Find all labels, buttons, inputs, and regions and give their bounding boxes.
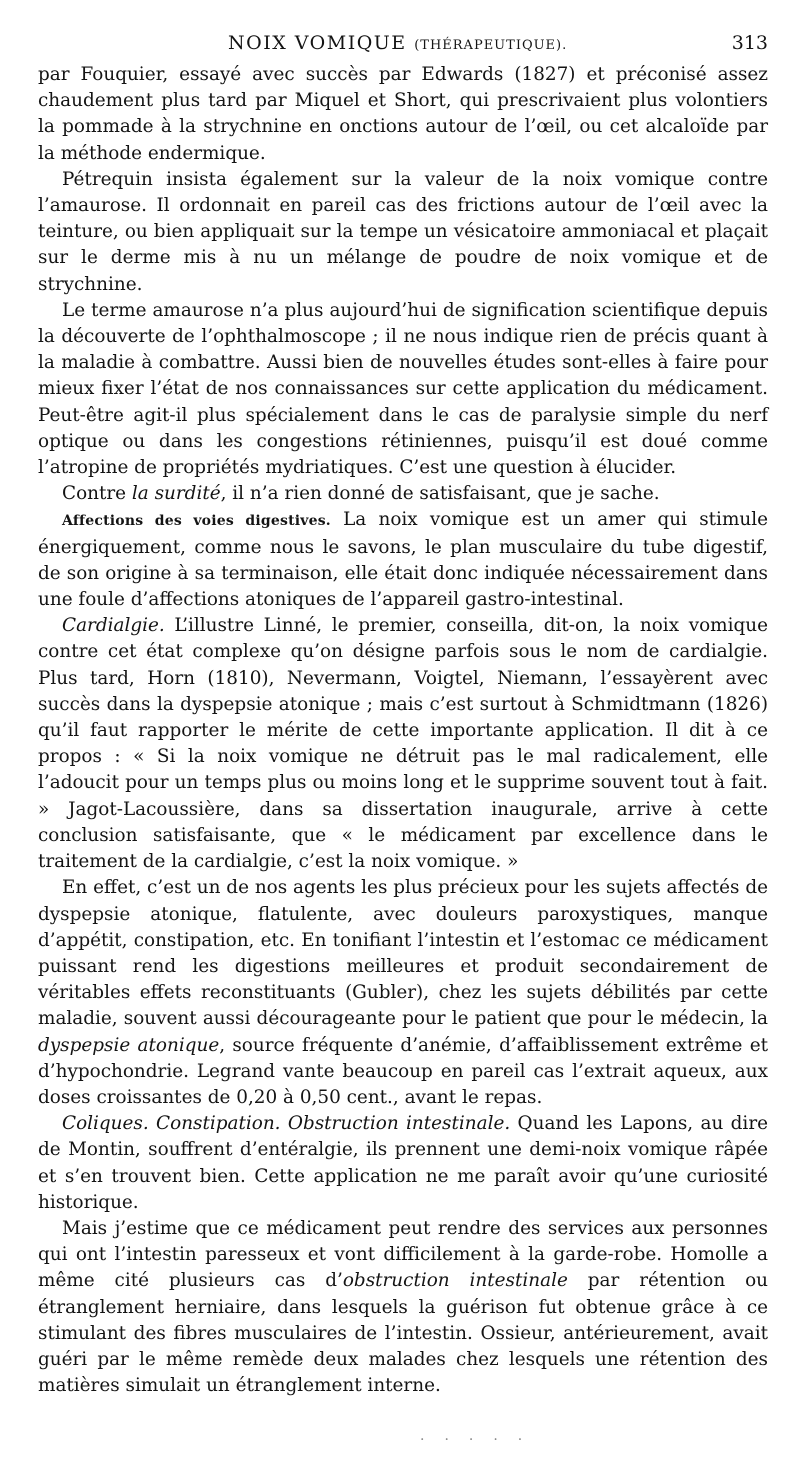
section-heading-voies-digestives: Affections des voies digestives. — [62, 513, 331, 530]
paragraph-voies-digestives: Affections des voies digestives. La noix vomique est un amer qui stimule énergiquement, comme nous le savons, le plan musculaire du tube digestif, de son origine à sa terminaison, elle était donc indiquée nécessairement dans une foule d’affections atoniques de l’appareil gastro-intestinal. — [38, 509, 768, 611]
paragraph-obstruction: Mais j’estime que ce médicament peut rendre des services aux personnes qui ont l’intestin paresseux et vont difficilement à la garde-robe. Homolle a même cité plusieurs cas d’obstruction intestinale par rétention ou étranglement herniaire, dans lesquels la guérison fut obtenue grâce à ce stimulant des fibres musculaires de l’intestin. Ossieur, antérieurement, avait guéri par le même remède deux malades chez lesquels une rétention des matières simulait un étranglement interne. — [38, 1217, 768, 1397]
page-number: 313 — [731, 32, 768, 54]
body-text — [38, 62, 768, 1399]
emphasis-dyspepsie-atonique: dyspepsie atonique — [38, 1034, 220, 1056]
paragraph-continuation: par Fouquier, essayé avec succès par Edwards (1827) et préconisé assez chaudement plus tard par Miquel et Short, qui prescrivaient plus volontiers la pommade à la strychnine en onctions autour de l’œil, ou cet alcaloïde par la méthode endermique. — [38, 64, 768, 164]
emphasis-surdite: la surdité — [131, 483, 221, 505]
paragraph-en-effet: En effet, c’est un de nos agents les plus précieux pour les sujets affectés de dyspepsie atonique, flatulente, avec douleurs paroxystiques, manque d’appétit, constipation, etc. En tonifiant l’intestin et l’estomac ce médicament puissant rend les digestions meilleures et produit secondairement de véritables effets reconstituants (Gubler), chez les sujets débilités par cette maladie, souvent aussi décourageante pour le patient que pour le médecin, la dyspepsie atonique, source fréquente d’anémie, d’affaiblissement extrême et d’hypochondrie. Legrand vante beaucoup en pareil cas l’extrait aqueux, aux doses croissantes de 0,20 à 0,50 cent., avant le repas. — [38, 877, 768, 1108]
paragraph-coliques: Coliques. Constipation. Obstruction intestinale. Quand les Lapons, au dire de Montin, souffrent d’entéralgie, ils prennent une demi-noix vomique râpée et s’en trouvent bien. Cette application ne me paraît avoir qu’une curiosité historique. — [38, 1113, 768, 1213]
running-header — [38, 22, 768, 62]
paragraph-petrequin: Pétrequin insista également sur la valeur de la noix vomique contre l’amaurose. Il ordonnait en pareil cas des frictions autour de l’œil avec la teinture, ou bien appliquait sur la tempe un vésicatoire ammoniacal et plaçait sur le derme mis à nu un mélange de poudre de noix vomique et de strychnine. — [38, 168, 768, 295]
running-title-main: NOIX VOMIQUE — [228, 32, 407, 54]
running-title — [228, 32, 567, 54]
paragraph-cardialgie: Cardialgie. L’illustre Linné, le premier, conseilla, dit-on, la noix vomique contre cet état complexe qu’on désigne parfois sous le nom de cardialgie. Plus tard, Horn (1810), Nevermann, Voigtel, Niemann, l’essayèrent avec succès dans la dyspepsie atonique ; mais c’est surtout à Schmidtmann (1826) qu’il faut rapporter le mérite de cette importante application. Il dit à ce propos : « Si la noix vomique ne détruit pas le mal radicalement, elle l’adoucit pour un temps plus ou moins long et le supprime souvent tout à fait. » Jagot-Lacoussière, dans sa dissertation inaugurale, arrive à cette conclusion satisfaisante, que « le médicament par excellence dans le traitement de la cardialgie, c’est la noix vomique. » — [38, 615, 768, 873]
paragraph-surdite: Contre la surdité, il n’a rien donné de satisfaisant, que je sache. — [62, 483, 660, 505]
paragraph-amaurose: Le terme amaurose n’a plus aujourd’hui de signification scientifique depuis la découverte de l’ophthalmoscope ; il ne nous indique rien de précis quant à la maladie à combattre. Aussi bien de nouvelles études sont-elles à faire pour mieux fixer l’état de nos connaissances sur cette application du médicament. Peut-être agit-il plus spécialement dans le cas de paralysie simple du nerf optique ou dans les congestions rétiniennes, puisqu’il est doué comme l’atropine de propriétés mydriatiques. C’est une question à élucider. — [38, 299, 768, 479]
subheading-coliques: Coliques. Constipation. Obstruction intestinale. — [62, 1113, 511, 1135]
running-title-sub: (THÉRAPEUTIQUE). — [414, 38, 568, 53]
emphasis-obstruction-intestinale: obstruction intestinale — [342, 1270, 568, 1292]
page — [38, 22, 768, 1399]
page-bottom-specks: ····· — [420, 1432, 543, 1448]
subheading-cardialgie: Cardialgie. — [62, 615, 165, 637]
